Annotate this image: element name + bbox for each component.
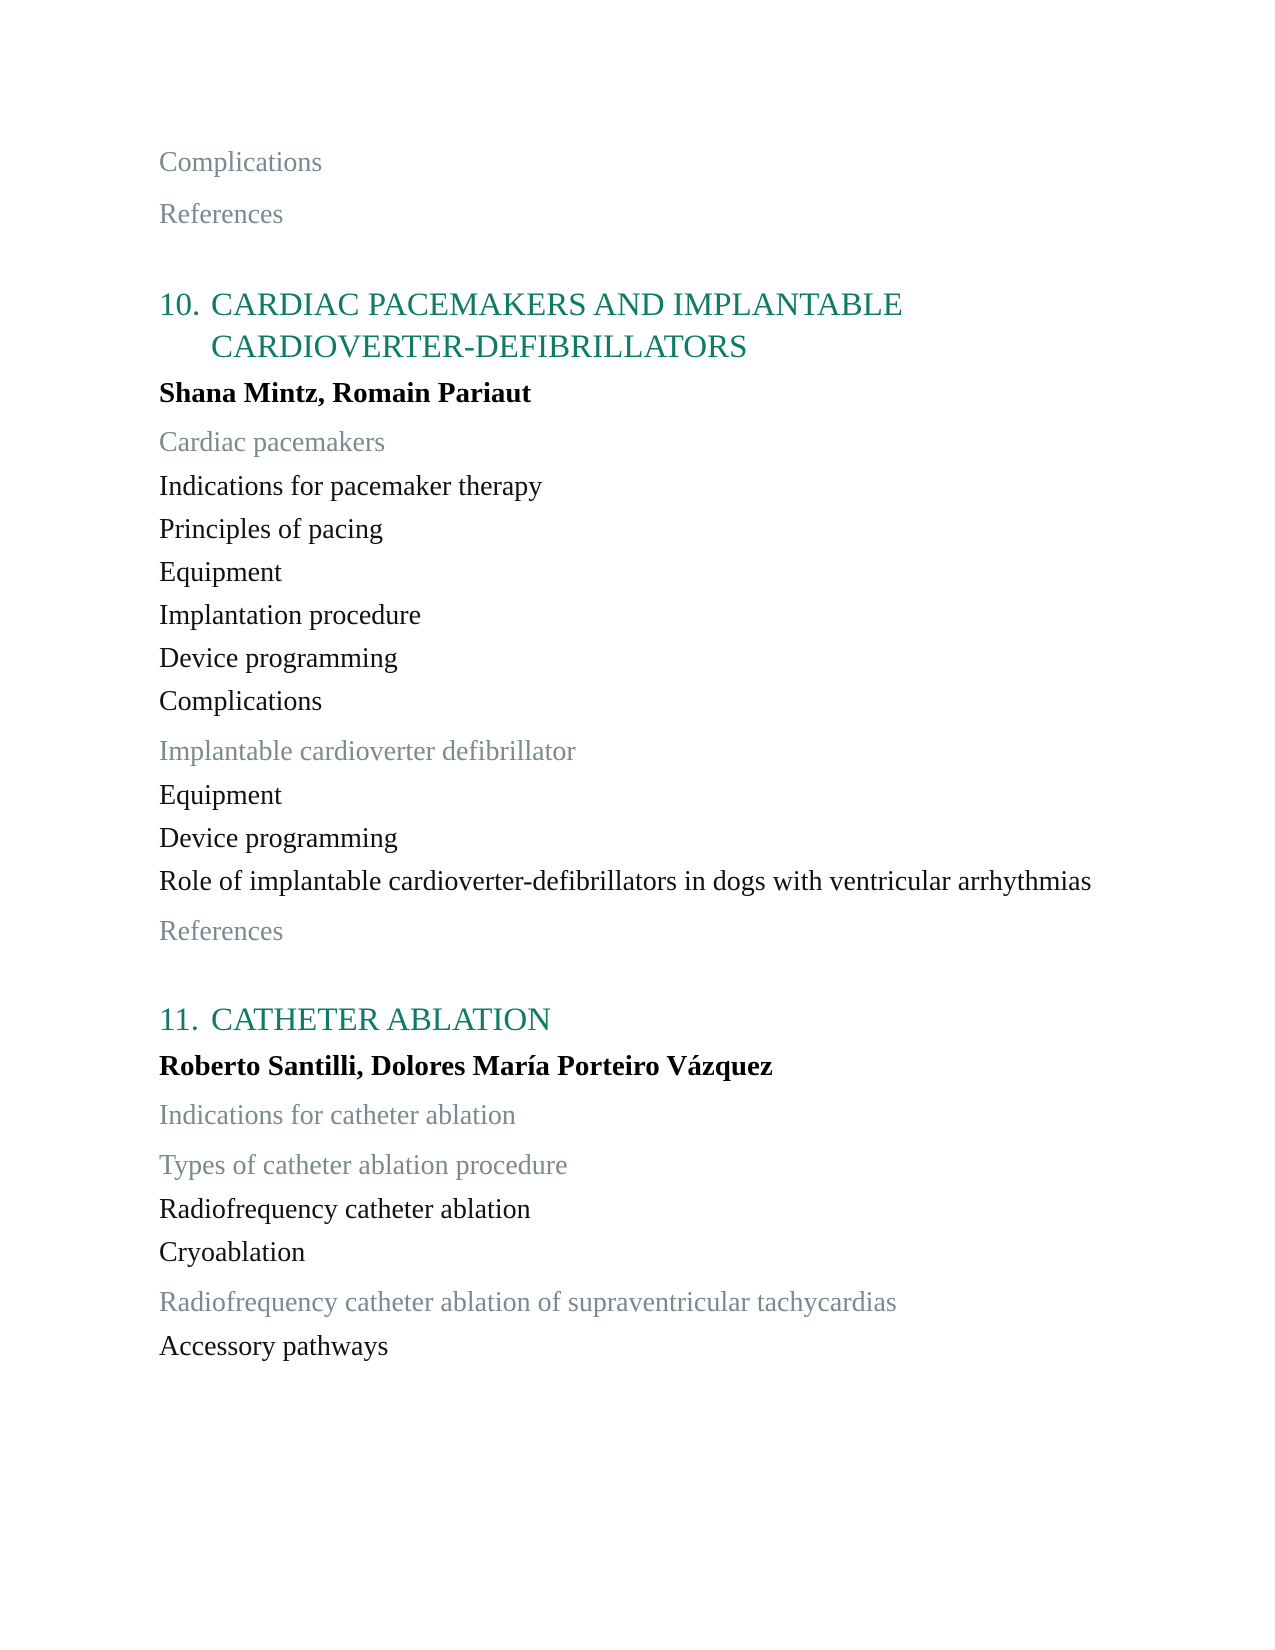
toc-item[interactable]: Role of implantable cardioverter-defibrillators in dogs with ventricular arrhythmias [159, 866, 1092, 897]
toc-item[interactable]: Equipment [159, 557, 282, 588]
chapter-11-number: 11. [159, 1002, 200, 1038]
chapter-10-number: 10. [159, 287, 201, 323]
toc-section-svt[interactable]: Radiofrequency catheter ablation of supraventricular tachycardias [159, 1287, 897, 1318]
toc-entry-references[interactable]: References [159, 916, 284, 947]
toc-item[interactable]: Device programming [159, 823, 398, 854]
toc-item[interactable]: Accessory pathways [159, 1331, 389, 1362]
toc-item[interactable]: Indications for pacemaker therapy [159, 471, 543, 502]
toc-item[interactable]: Implantation procedure [159, 600, 422, 631]
toc-page [159, 146, 1159, 1364]
toc-item[interactable]: Principles of pacing [159, 514, 383, 545]
chapter-11-authors: Roberto Santilli, Dolores María Porteiro Vázquez [159, 1050, 773, 1082]
chapter-11-title: CATHETER ABLATION [211, 1002, 552, 1038]
toc-item[interactable]: Equipment [159, 780, 282, 811]
toc-section-icd[interactable]: Implantable cardioverter defibrillator [159, 736, 576, 767]
toc-item[interactable]: Radiofrequency catheter ablation [159, 1194, 531, 1225]
toc-item[interactable]: Device programming [159, 643, 398, 674]
chapter-11-heading[interactable] [159, 999, 1159, 1041]
chapter-10-title: CARDIAC PACEMAKERS AND IMPLANTABLE CARDIOVERTER-DEFIBRILLATORS [211, 287, 903, 365]
toc-section-cardiac-pacemakers[interactable]: Cardiac pacemakers [159, 427, 386, 458]
toc-section-indications[interactable]: Indications for catheter ablation [159, 1100, 516, 1131]
toc-entry-complications[interactable]: Complications [159, 147, 323, 178]
chapter-10-authors: Shana Mintz, Romain Pariaut [159, 377, 532, 409]
toc-section-types[interactable]: Types of catheter ablation procedure [159, 1150, 568, 1181]
chapter-10-heading[interactable] [159, 284, 1159, 368]
toc-item[interactable]: Cryoablation [159, 1237, 306, 1268]
toc-entry-references[interactable]: References [159, 199, 284, 230]
toc-item[interactable]: Complications [159, 686, 323, 717]
